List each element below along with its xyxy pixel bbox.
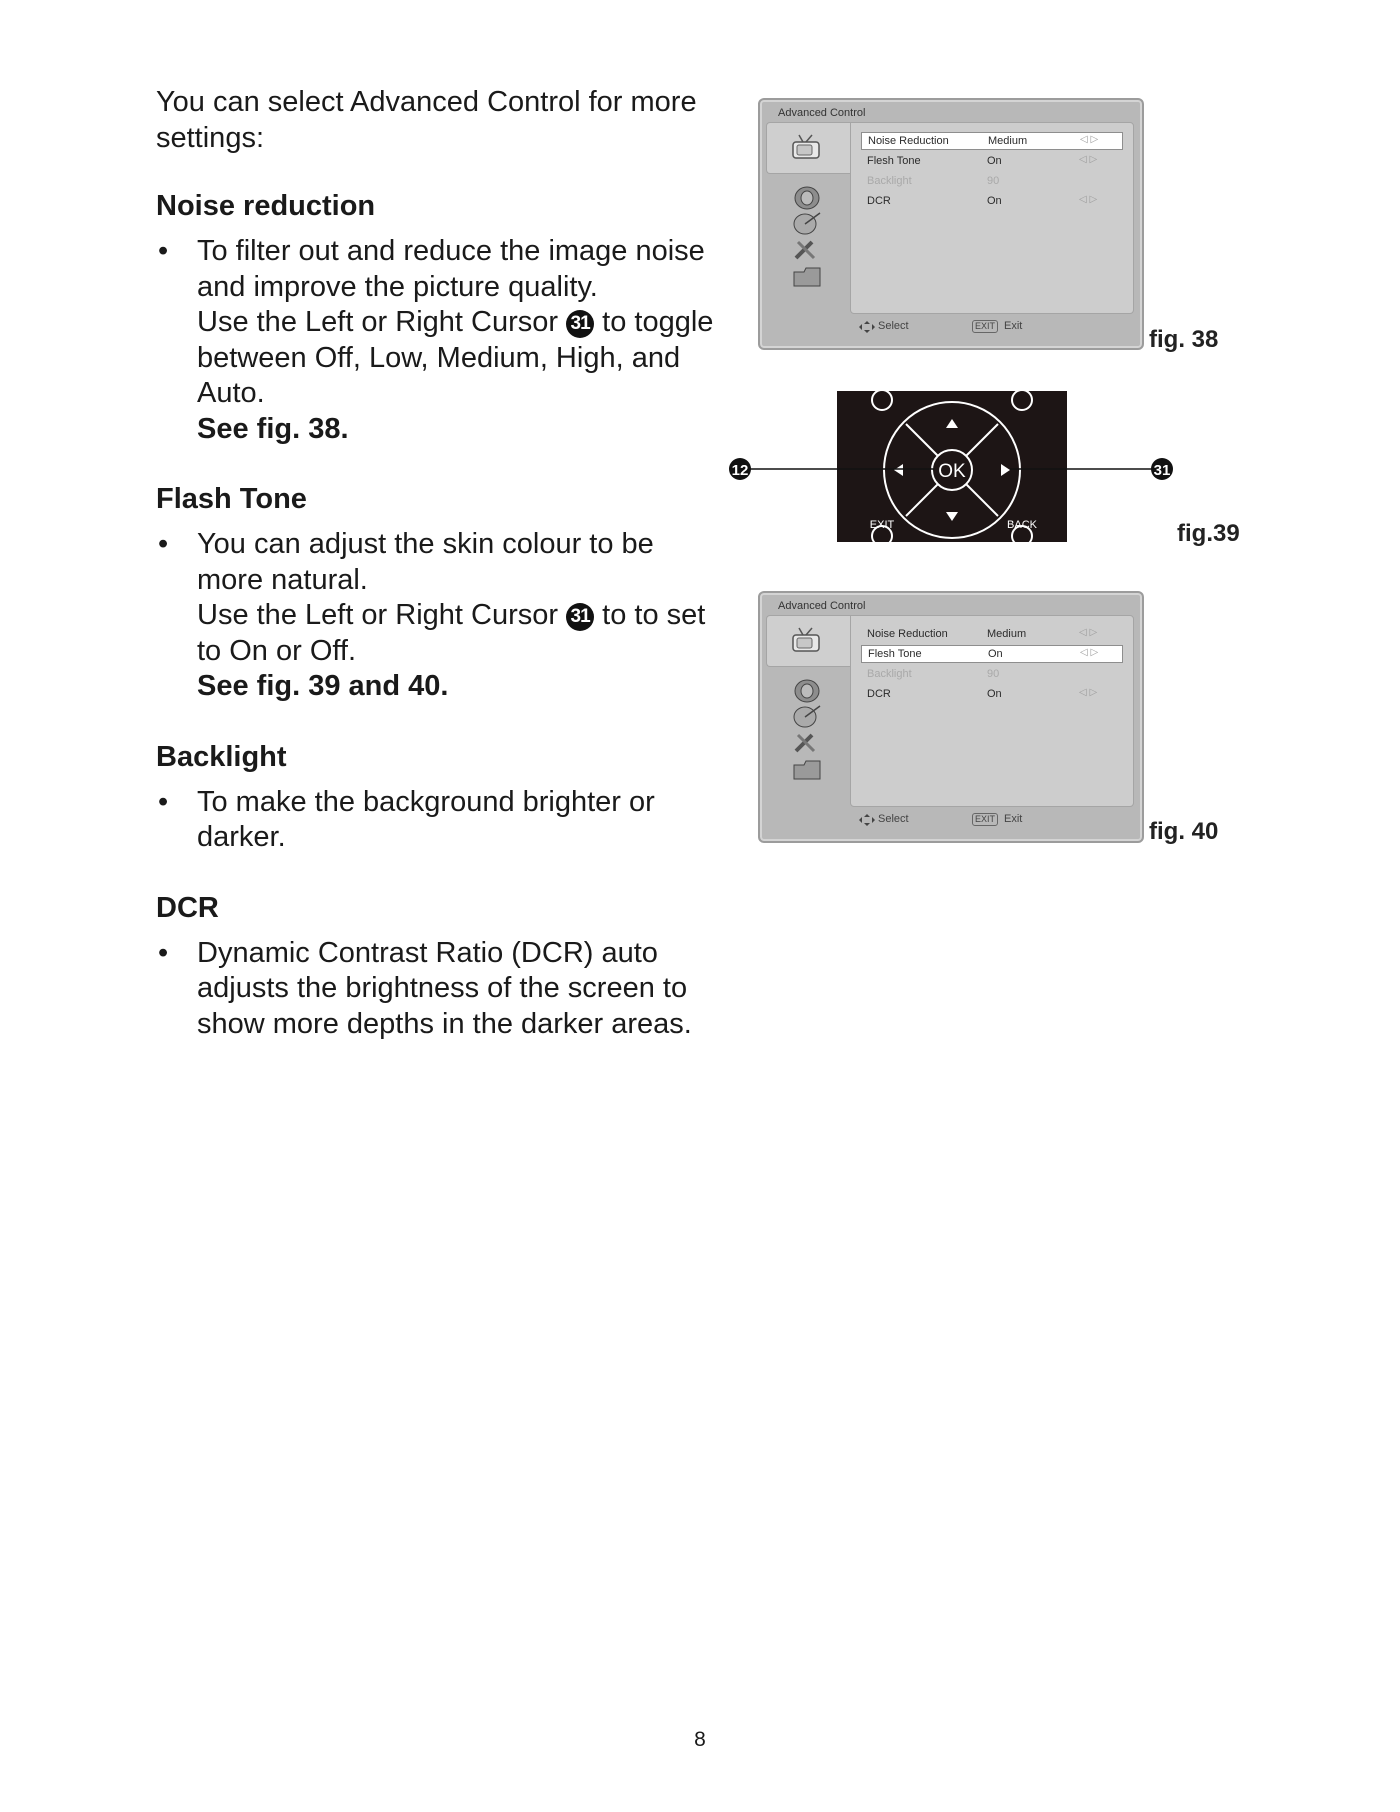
back-label: BACK	[1007, 519, 1037, 531]
left-right-arrows-icon: ◁ ▷	[1080, 134, 1099, 145]
osd-title: Advanced Control	[778, 600, 866, 612]
ok-label: OK	[938, 461, 966, 482]
osd-title: Advanced Control	[778, 107, 866, 119]
exit-key-icon: EXIT	[972, 813, 998, 826]
osd-settings-panel	[850, 122, 1134, 314]
noise-reduction-bullet	[156, 234, 726, 447]
text-column	[156, 84, 726, 1076]
tv-icon	[790, 627, 824, 653]
tools-icon	[790, 236, 824, 262]
osd-row-backlight	[861, 173, 1121, 189]
noise-reduction-desc: To filter out and reduce the image noise and improve the picture quality.	[197, 235, 705, 303]
intro-text: You can select Advanced Control for more settings:	[156, 86, 697, 154]
footer-exit-label: Exit	[1004, 813, 1023, 825]
row-value: On	[987, 688, 1002, 700]
osd-row-backlight	[861, 666, 1121, 682]
left-right-arrows-icon: ◁ ▷	[1079, 627, 1098, 638]
osd-row-noise-reduction[interactable]	[861, 626, 1121, 642]
tools-icon	[790, 729, 824, 755]
row-label: DCR	[867, 688, 891, 700]
tv-icon	[790, 134, 824, 160]
osd-sidebar	[766, 122, 850, 312]
dcr-bullet	[156, 936, 726, 1043]
dpad-icon	[858, 320, 876, 334]
bullet-dot: •	[158, 936, 169, 969]
row-value: Medium	[987, 628, 1027, 640]
row-label: Flesh Tone	[867, 155, 921, 167]
folder-icon	[790, 262, 824, 288]
heading-backlight: Backlight	[156, 740, 287, 773]
osd-menu-fig38	[758, 98, 1144, 350]
exit-key-icon: EXIT	[972, 320, 998, 333]
left-right-arrows-icon: ◁ ▷	[1079, 194, 1098, 205]
row-label: DCR	[867, 195, 891, 207]
bullet-dot: •	[158, 785, 169, 818]
dpad-icon	[858, 813, 876, 827]
osd-sidebar	[766, 615, 850, 805]
osd-row-dcr[interactable]	[861, 193, 1121, 209]
footer-select-label: Select	[878, 320, 909, 332]
fig38-caption: fig. 38	[1149, 326, 1219, 353]
flash-tone-see-fig: See fig. 39 and 40.	[197, 670, 449, 702]
footer-exit-label: Exit	[1004, 320, 1023, 332]
row-value: On	[988, 648, 1003, 660]
flash-tone-desc: You can adjust the skin colour to be more natural.	[197, 528, 654, 596]
satellite-icon	[790, 210, 824, 236]
backlight-desc: To make the background brighter or darker.	[197, 785, 655, 853]
flash-tone-set-text: to to set to On or Off.	[197, 599, 706, 667]
callout-number-left: 12	[731, 462, 749, 479]
left-right-arrows-icon: ◁ ▷	[1079, 687, 1098, 698]
left-right-arrows-icon: ◁ ▷	[1080, 647, 1099, 658]
row-value: On	[987, 155, 1002, 167]
row-value: Medium	[988, 135, 1028, 147]
osd-row-flesh-tone[interactable]	[861, 153, 1121, 169]
remote-dpad-figure	[720, 380, 1180, 555]
row-label: Flesh Tone	[868, 648, 922, 660]
osd-row-flesh-tone[interactable]	[861, 645, 1123, 663]
heading-noise-reduction: Noise reduction	[156, 190, 376, 222]
cursor-callout-badge: 31	[566, 603, 594, 631]
flash-tone-cursor-text: Use the Left or Right Cursor	[197, 599, 559, 631]
fig39-caption: fig.39	[1177, 520, 1240, 547]
row-label: Noise Reduction	[868, 135, 949, 147]
osd-row-dcr[interactable]	[861, 686, 1121, 702]
noise-reduction-toggle-text: to toggle between Off, Low, Medium, High, and Auto.	[197, 306, 714, 409]
noise-reduction-see-fig: See fig. 38.	[197, 412, 349, 445]
flash-tone-bullet	[156, 527, 726, 705]
speaker-icon	[790, 184, 824, 210]
page-number: 8	[694, 1728, 706, 1751]
bullet-dot: •	[158, 235, 169, 267]
row-value: 90	[987, 668, 1000, 680]
left-right-arrows-icon: ◁ ▷	[1079, 154, 1098, 165]
row-value: On	[987, 195, 1002, 207]
row-value: 90	[987, 175, 1000, 187]
noise-reduction-cursor-text: Use the Left or Right Cursor	[197, 306, 559, 338]
folder-icon	[790, 755, 824, 781]
exit-label: EXIT	[869, 519, 895, 531]
osd-row-noise-reduction[interactable]	[861, 132, 1123, 150]
row-label: Backlight	[867, 668, 912, 680]
osd-footer	[760, 316, 1142, 338]
satellite-icon	[790, 703, 824, 729]
row-label: Noise Reduction	[867, 628, 948, 640]
heading-dcr: DCR	[156, 891, 219, 924]
cursor-callout-badge: 31	[566, 310, 594, 338]
footer-select-label: Select	[878, 813, 909, 825]
osd-footer	[760, 809, 1142, 831]
dcr-desc: Dynamic Contrast Ratio (DCR) auto adjusts the brightness of the screen to show more depths in the darker areas.	[197, 936, 692, 1040]
fig40-caption: fig. 40	[1149, 818, 1219, 845]
osd-settings-panel	[850, 615, 1134, 807]
heading-flash-tone: Flash Tone	[156, 483, 307, 515]
bullet-dot: •	[158, 528, 169, 560]
osd-menu-fig40	[758, 591, 1144, 843]
speaker-icon	[790, 677, 824, 703]
row-label: Backlight	[867, 175, 912, 187]
callout-number-right: 31	[1153, 462, 1171, 479]
backlight-bullet	[156, 785, 726, 856]
